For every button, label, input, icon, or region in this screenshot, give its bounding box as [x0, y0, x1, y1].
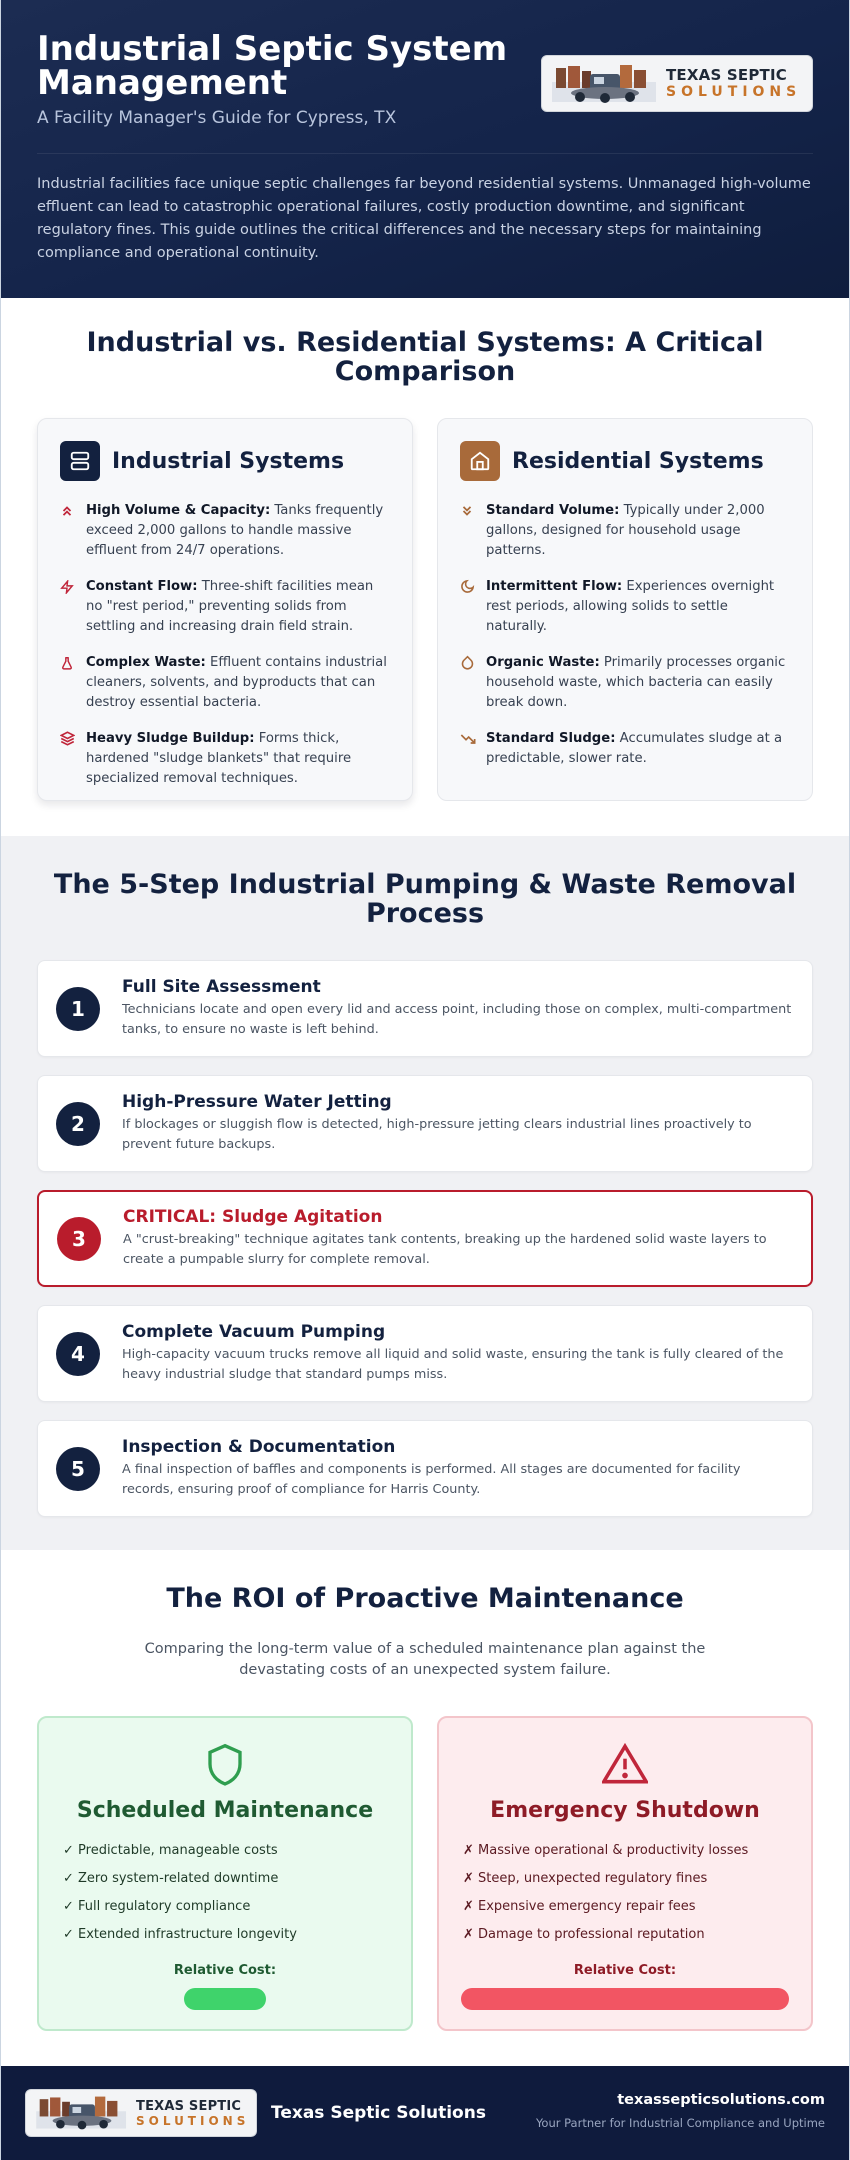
shield-icon — [63, 1742, 387, 1786]
house-icon — [460, 441, 500, 481]
logo-line-2: SOLUTIONS — [666, 84, 802, 100]
list-item: ✗ Damage to professional reputation — [463, 1927, 705, 1942]
roi-section — [1, 1550, 849, 2066]
process-step — [37, 1420, 813, 1517]
relative-cost-label: Relative Cost: — [573, 1963, 677, 1978]
logo-line-1: TEXAS SEPTIC — [666, 66, 787, 84]
roi-columns — [37, 1716, 813, 2031]
page-subtitle: A Facility Manager's Guide for Cypress, TX — [37, 108, 397, 128]
step-number-badge: 5 — [56, 1447, 100, 1491]
list-item: ✗ Steep, unexpected regulatory fines — [463, 1871, 708, 1886]
residential-feature-text: Standard Volume: Typically under 2,000 gallons, designed for household usage patterns. — [486, 503, 765, 558]
step-number-badge: 3 — [57, 1217, 101, 1261]
warning-triangle-icon — [463, 1742, 787, 1786]
residential-feature — [460, 653, 790, 713]
page-title: Industrial Septic System Management — [37, 29, 508, 103]
step-body — [122, 1322, 794, 1385]
industrial-feature — [60, 577, 390, 637]
step-title: High-Pressure Water Jetting — [122, 1092, 392, 1112]
list-item: ✓ Zero system-related downtime — [63, 1871, 279, 1886]
server-icon — [60, 441, 100, 481]
step-body — [122, 977, 794, 1040]
moon-icon — [460, 577, 486, 637]
step-number-badge: 2 — [56, 1102, 100, 1146]
footer-contact — [536, 2092, 825, 2130]
relative-cost-bar — [461, 1988, 789, 2010]
residential-feature — [460, 577, 790, 637]
comparison-section — [1, 298, 849, 836]
step-description: A "crust-breaking" technique agitates tank contents, breaking up the hardened solid waste layers to create a pumpable slurry for complete removal. — [123, 1232, 767, 1267]
chevrons-down-icon — [460, 501, 486, 561]
logo-line-1: TEXAS SEPTIC — [136, 2098, 242, 2114]
relative-cost-track — [61, 1988, 389, 2010]
residential-heading: Residential Systems — [512, 448, 764, 474]
process-steps — [37, 960, 813, 1535]
logo-wordmark — [136, 2100, 249, 2127]
step-description: A final inspection of baffles and components is performed. All stages are documented for facility records, ensuring proof of compliance for Harris County. — [122, 1462, 741, 1497]
residential-card — [437, 418, 813, 801]
roi-title: The ROI of Proactive Maintenance — [166, 1583, 684, 1614]
residential-card-header — [460, 441, 790, 481]
process-title: The 5-Step Industrial Pumping & Waste Removal Process — [53, 869, 797, 929]
process-section — [1, 836, 849, 1550]
trend-down-icon — [460, 729, 486, 769]
list-item: ✓ Full regulatory compliance — [63, 1899, 251, 1914]
logo-truck-image — [34, 2094, 130, 2132]
list-item: ✗ Massive operational & productivity losses — [463, 1843, 749, 1858]
chevrons-up-icon — [60, 501, 86, 561]
step-body — [122, 1092, 794, 1155]
industrial-feature-text: Constant Flow: Three-shift facilities mean no "rest period," preventing solids from settling and increasing drain field strain. — [86, 579, 374, 634]
industrial-feature — [60, 653, 390, 713]
step-body — [123, 1207, 793, 1270]
list-item: ✓ Extended infrastructure longevity — [63, 1927, 297, 1942]
step-number-badge: 4 — [56, 1332, 100, 1376]
step-title: Inspection & Documentation — [122, 1437, 396, 1457]
process-step — [37, 960, 813, 1057]
residential-feature-text: Standard Sludge: Accumulates sludge at a predictable, slower rate. — [486, 731, 783, 766]
industrial-feature-text: Heavy Sludge Buildup: Forms thick, hardened "sludge blankets" that require specialized removal techniques. — [86, 731, 352, 786]
logo-wordmark — [666, 68, 801, 99]
comparison-columns — [37, 418, 813, 801]
roi-lead: Comparing the long-term value of a scheduled maintenance plan against the devastating costs of an unexpected system failure. — [144, 1641, 706, 1678]
process-step — [37, 1305, 813, 1402]
industrial-card — [37, 418, 413, 801]
step-title: CRITICAL: Sludge Agitation — [123, 1207, 383, 1227]
residential-feature — [460, 729, 790, 769]
industrial-feature — [60, 501, 390, 561]
process-step — [37, 1075, 813, 1172]
footer-tagline: Your Partner for Industrial Compliance and Uptime — [535, 2116, 825, 2130]
residential-feature — [460, 501, 790, 561]
industrial-feature — [60, 729, 390, 789]
step-description: High-capacity vacuum trucks remove all liquid and solid waste, ensuring the tank is fully cleared of the heavy industrial sludge that standard pumps miss. — [122, 1347, 784, 1382]
step-body — [122, 1437, 794, 1500]
logo-line-2: SOLUTIONS — [136, 2113, 250, 2128]
flask-icon — [60, 653, 86, 713]
list-item: ✓ Predictable, manageable costs — [63, 1843, 278, 1858]
logo-truck-image — [550, 62, 660, 106]
scheduled-benefits-list — [63, 1837, 387, 1949]
scheduled-heading: Scheduled Maintenance — [76, 1798, 374, 1823]
footer-brand-name: Texas Septic Solutions — [271, 2103, 486, 2123]
emergency-risks-list — [463, 1837, 787, 1949]
industrial-feature-text: Complex Waste: Effluent contains industrial cleaners, solvents, and byproducts that can destroy essential bacteria. — [86, 655, 387, 710]
lightning-icon — [60, 577, 86, 637]
company-logo[interactable] — [541, 55, 813, 112]
emergency-heading: Emergency Shutdown — [490, 1798, 760, 1823]
step-description: Technicians locate and open every lid and access point, including those on complex, multi-compartment tanks, to ensure no waste is left behind. — [122, 1002, 792, 1037]
industrial-heading: Industrial Systems — [112, 448, 345, 474]
step-number-badge: 1 — [56, 987, 100, 1031]
residential-feature-text: Organic Waste: Primarily processes organic household waste, which bacteria can easily break down. — [486, 655, 786, 710]
scheduled-maintenance-card — [37, 1716, 413, 2031]
step-title: Full Site Assessment — [122, 977, 321, 997]
relative-cost-bar — [184, 1988, 266, 2010]
list-item: ✗ Expensive emergency repair fees — [463, 1899, 696, 1914]
comparison-title: Industrial vs. Residential Systems: A Critical Comparison — [86, 327, 764, 387]
industrial-feature-text: High Volume & Capacity: Tanks frequently exceed 2,000 gallons to handle massive effluent from 24/7 operations. — [86, 503, 384, 558]
layers-icon — [60, 729, 86, 789]
step-title: Complete Vacuum Pumping — [122, 1322, 386, 1342]
intro-paragraph: Industrial facilities face unique septic challenges far beyond residential systems. Unmanaged high-volume effluent can lead to catastrophic operational failures, costly production downtime, and significant regulatory fines. This guide outlines the critical differences and the necessary steps for maintaining compliance and operational continuity. — [37, 176, 811, 261]
process-step-critical — [37, 1190, 813, 1287]
emergency-shutdown-card — [437, 1716, 813, 2031]
residential-feature-text: Intermittent Flow: Experiences overnight rest periods, allowing solids to settle naturally. — [486, 579, 775, 634]
footer-website-link[interactable]: texassepticsolutions.com — [617, 2092, 825, 2108]
step-description: If blockages or sluggish flow is detected, high-pressure jetting clears industrial lines proactively to prevent future backups. — [122, 1117, 752, 1152]
hero-header — [1, 0, 849, 298]
relative-cost-label: Relative Cost: — [173, 1963, 277, 1978]
droplet-icon — [460, 653, 486, 713]
industrial-card-header — [60, 441, 390, 481]
relative-cost-track — [461, 1988, 789, 2010]
hero-divider — [37, 153, 813, 154]
footer — [1, 2066, 849, 2160]
footer-logo[interactable] — [25, 2089, 257, 2137]
